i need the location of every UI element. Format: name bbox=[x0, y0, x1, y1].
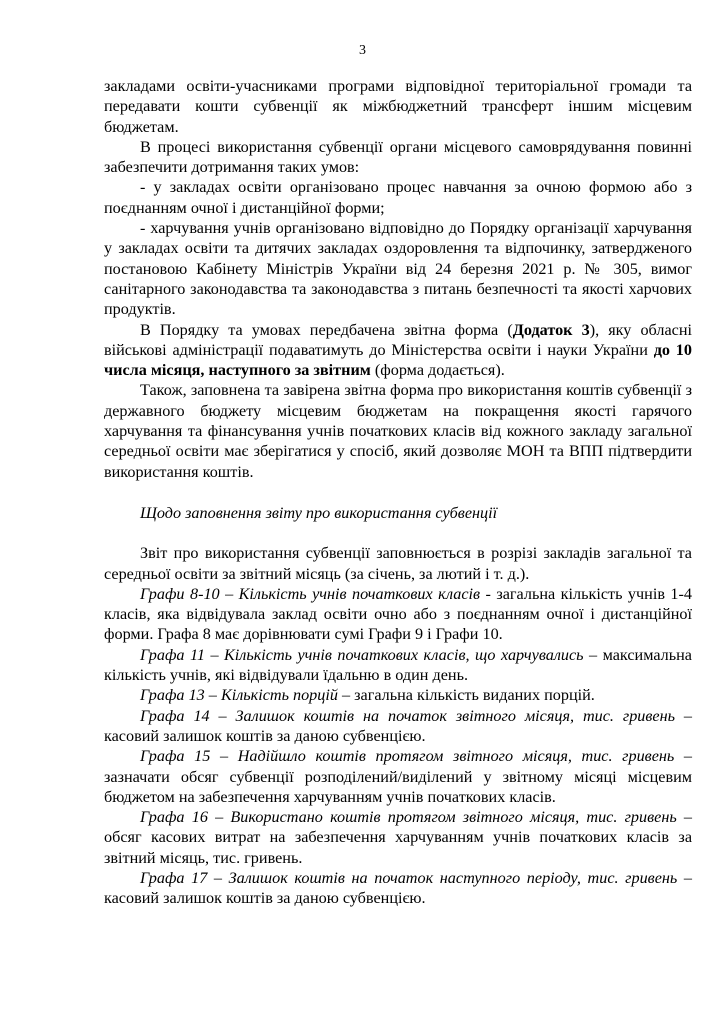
report-form-text-1: В Порядку та умовах передбачена звітна форма ( bbox=[140, 320, 513, 339]
report-form-text-2: ), яку обласні військові адміністрації подаватимуть до Міністерства освіти і науки України bbox=[104, 320, 692, 359]
report-form-text-3: (форма додається). bbox=[370, 361, 505, 380]
paragraph-columns-8-10 bbox=[104, 584, 692, 645]
paragraph-column-13 bbox=[104, 685, 692, 705]
paragraph-continuation: закладами освіти-учасниками програми відповідної територіальної громади та передавати кошти субвенції як міжбюджетний трансферт іншим місцевим бюджетам. bbox=[104, 77, 692, 136]
column-label: Графа 16 – Використано коштів протягом звітного місяця, тис. гривень – bbox=[140, 808, 692, 827]
paragraph-storage: Також, заповнена та завірена звітна форма про використання коштів субвенції з державного бюджету місцевим бюджетам на покращення якості гарячого харчування та фінансування учнів початкових класів від кожного закладу загальної середньої освіти має зберігатися у спосіб, який дозволяє МОН та ВПП підтвердити використання коштів. bbox=[104, 381, 692, 481]
deadline-text: до 10 числа місяця, наступного за звітним bbox=[104, 340, 692, 380]
column-description: касовий залишок коштів за даною субвенцією. bbox=[104, 889, 426, 908]
column-label: Графа 17 – Залишок коштів на початок наступного періоду, тис. гривень – bbox=[140, 868, 692, 887]
paragraph-column-17 bbox=[104, 868, 692, 909]
page-number: 3 bbox=[359, 43, 366, 58]
paragraph-condition-education: - у закладах освіти організовано процес навчання за очною формою або з поєднанням очної і дистанційної форми; bbox=[104, 178, 692, 217]
column-description: – загальна кількість виданих порцій. bbox=[337, 686, 595, 705]
paragraph-column-15 bbox=[104, 746, 692, 807]
column-label: Графа 13 – Кількість порцій bbox=[140, 686, 338, 705]
column-description: касовий залишок коштів за даною субвенцією. bbox=[104, 726, 426, 745]
paragraph-condition-nutrition: - харчування учнів організовано відповідно до Порядку організації харчування у закладах освіти та дитячих закладах оздоровлення та відпочинку, затвердженого постановою Кабінету Міністрів України від 24 березня 2021 р. № 305, вимог санітарного законодавства та законодавства з питань безпечності та якості харчових продуктів. bbox=[104, 219, 692, 319]
paragraph-conditions-intro: В процесі використання субвенції органи місцевого самоврядування повинні забезпечити дотримання таких умов: bbox=[104, 137, 692, 177]
paragraph-report-form bbox=[104, 320, 692, 381]
column-label: Графа 14 – Залишок коштів на початок звітного місяця, тис. гривень – bbox=[140, 706, 692, 725]
paragraph-column-16 bbox=[104, 807, 692, 868]
column-label: Графа 15 – Надійшло коштів протягом звітного місяця, тис. гривень – bbox=[140, 747, 692, 766]
paragraph-column-14 bbox=[104, 706, 692, 747]
paragraph-column-11 bbox=[104, 645, 692, 686]
column-label: Графи 8-10 – Кількість учнів початкових класів bbox=[140, 584, 481, 603]
section-heading: Щодо заповнення звіту про використання субвенції bbox=[140, 503, 498, 522]
document-body bbox=[104, 76, 692, 909]
appendix-reference: Додаток 3 bbox=[512, 320, 590, 339]
column-label: Графа 11 – Кількість учнів початкових класів, що харчувались – bbox=[140, 645, 598, 664]
column-description: обсяг касових витрат на забезпечення харчуванням учнів початкових класів за звітний місяць, тис. гривень. bbox=[104, 828, 692, 867]
column-description: максимальна кількість учнів, які відвідували їдальню в один день. bbox=[104, 645, 692, 685]
column-description: - загальна кількість учнів 1-4 класів, яка відвідувала заклад освіти очно або з поєднанням очної і дистанційної форми. Графа 8 має дорівнювати сумі Графи 9 і Графи 10. bbox=[104, 584, 692, 644]
paragraph-report-intro: Звіт про використання субвенції заповнюється в розрізі закладів загальної та середньої освіти за звітний місяць (за січень, за лютий і т. д.). bbox=[104, 544, 692, 583]
column-description: зазначати обсяг субвенції розподілений/виділений у звітному місяці місцевим бюджетом на забезпечення харчуванням учнів початкових класів. bbox=[104, 767, 692, 806]
